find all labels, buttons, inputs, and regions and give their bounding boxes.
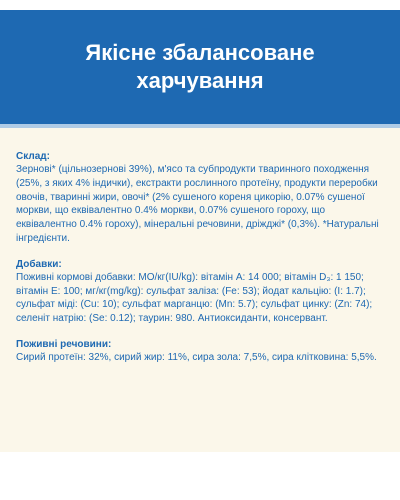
composition-title: Склад:: [16, 151, 50, 162]
composition-section: [16, 150, 386, 246]
header-banner: [0, 10, 400, 124]
banner-title: Якісне збалансоване харчування: [85, 40, 315, 93]
banner-edge: [0, 124, 400, 128]
bottom-strip: [0, 452, 400, 500]
nutrients-section: [16, 338, 386, 365]
composition-text: Зернові* (цільнозернові 39%), м'ясо та субпродукти тваринного походження (25%, з яких 4% індички), екстракти рослинного протеїну, продукти переробки овочів, тваринні жири, овочі* (2% сушеного кореня цикорію, 0.07% сушеної моркви, що еквівалентно 0.4% моркви, 0.07% сушеного гороху, що еквівалентно 0.4% гороху), мінеральні речовини, дріжджі* (0,3%). *Натуральні інгредієнти.: [16, 164, 379, 244]
additives-section: [16, 258, 386, 326]
top-strip: [0, 0, 400, 10]
additives-title: Добавки:: [16, 258, 62, 270]
nutrients-title: Поживні речовини:: [16, 338, 112, 350]
content: [16, 150, 386, 377]
nutrients-text: Сирий протеїн: 32%, сирий жир: 11%, сира зола: 7,5%, сира клітковина: 5,5%.: [16, 351, 377, 363]
additives-text: Поживні кормові добавки: МО/кг(IU/kg): вітамін А: 14 000; вітамін D₃: 1 150; вітамін Е: 100; мг/кг(mg/kg): сульфат заліза: (Fe: 53); йодат кальцію: (I: 1.7); сульфат міді: (Cu: 10); сульфат марганцю: (Mn: 5.7); сульфат цинку: (Zn: 74); селеніт натрію: (Se: 0.12); таурин: 980. Антиоксиданти, консервант.: [16, 271, 373, 325]
